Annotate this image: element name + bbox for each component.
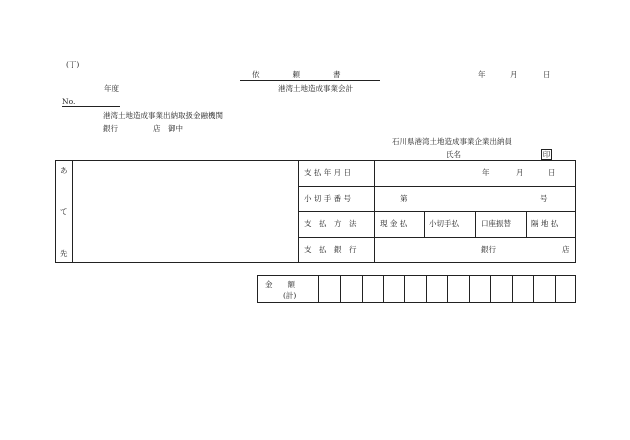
amount-total-label: (計) xyxy=(283,291,297,300)
payment-date-month: 月 xyxy=(516,168,524,177)
amount-digit-divider xyxy=(512,275,513,303)
amount-digit-divider xyxy=(318,275,319,303)
amount-digit-divider xyxy=(555,275,556,303)
row-divider-2 xyxy=(298,211,576,212)
amount-digit-divider xyxy=(426,275,427,303)
payment-bank-bank: 銀行 xyxy=(481,245,496,254)
method-check[interactable]: 小切手払 xyxy=(429,219,459,228)
date-day: 日 xyxy=(543,70,551,79)
check-number-prefix: 第 xyxy=(400,194,408,203)
title-underline xyxy=(240,80,380,81)
account-name: 港湾土地造成事業会計 xyxy=(278,84,353,93)
method-cash[interactable]: 現 金 払 xyxy=(380,219,408,228)
method-divider-3 xyxy=(526,211,527,237)
amount-digit-divider xyxy=(340,275,341,303)
payment-date-day: 日 xyxy=(548,168,556,177)
amount-digit-divider xyxy=(533,275,534,303)
bank-label: 銀行 xyxy=(103,124,118,133)
copy-mark: (丁) xyxy=(66,60,80,69)
seal-mark: 印 xyxy=(542,150,551,159)
payment-date-label: 支 払 年 月 日 xyxy=(304,168,352,177)
number-underline xyxy=(62,106,120,107)
date-year: 年 xyxy=(478,70,486,79)
number-label: No. xyxy=(62,97,76,106)
bank-name: 港湾土地造成事業出納取扱金融機関 xyxy=(103,111,223,120)
amount-label: 金 額 xyxy=(265,280,295,289)
amount-table xyxy=(257,275,576,303)
row-divider-1 xyxy=(298,186,576,187)
amount-digit-divider xyxy=(447,275,448,303)
recipient-field[interactable] xyxy=(73,161,297,262)
amount-digit-divider xyxy=(490,275,491,303)
amount-digit-divider xyxy=(469,275,470,303)
issuer-name-label: 氏名 xyxy=(446,150,461,159)
date-month: 月 xyxy=(510,70,518,79)
branch-label: 店 御中 xyxy=(153,124,183,133)
check-number-label: 小 切 手 番 号 xyxy=(304,194,352,203)
amount-digit-divider xyxy=(404,275,405,303)
method-divider-2 xyxy=(475,211,476,237)
payment-bank-branch: 店 xyxy=(562,245,570,254)
payment-method-label: 支 払 方 法 xyxy=(304,219,357,228)
method-transfer[interactable]: 口座振替 xyxy=(481,219,511,228)
recipient-label-te: て xyxy=(60,207,68,216)
payment-bank-label: 支 払 銀 行 xyxy=(304,245,357,254)
issuer-office: 石川県港湾土地造成事業企業出納員 xyxy=(392,137,512,146)
document-title: 依 頼 書 xyxy=(252,70,347,79)
method-remote[interactable]: 隔 地 払 xyxy=(531,219,559,228)
amount-digit-divider xyxy=(383,275,384,303)
row-divider-3 xyxy=(298,237,576,238)
method-divider-1 xyxy=(424,211,425,237)
fiscal-year: 年度 xyxy=(104,84,119,93)
check-number-suffix: 号 xyxy=(540,194,548,203)
amount-digit-divider xyxy=(362,275,363,303)
payment-date-year: 年 xyxy=(482,168,490,177)
recipient-label-saki: 先 xyxy=(60,249,68,258)
recipient-label-a: あ xyxy=(60,166,68,175)
